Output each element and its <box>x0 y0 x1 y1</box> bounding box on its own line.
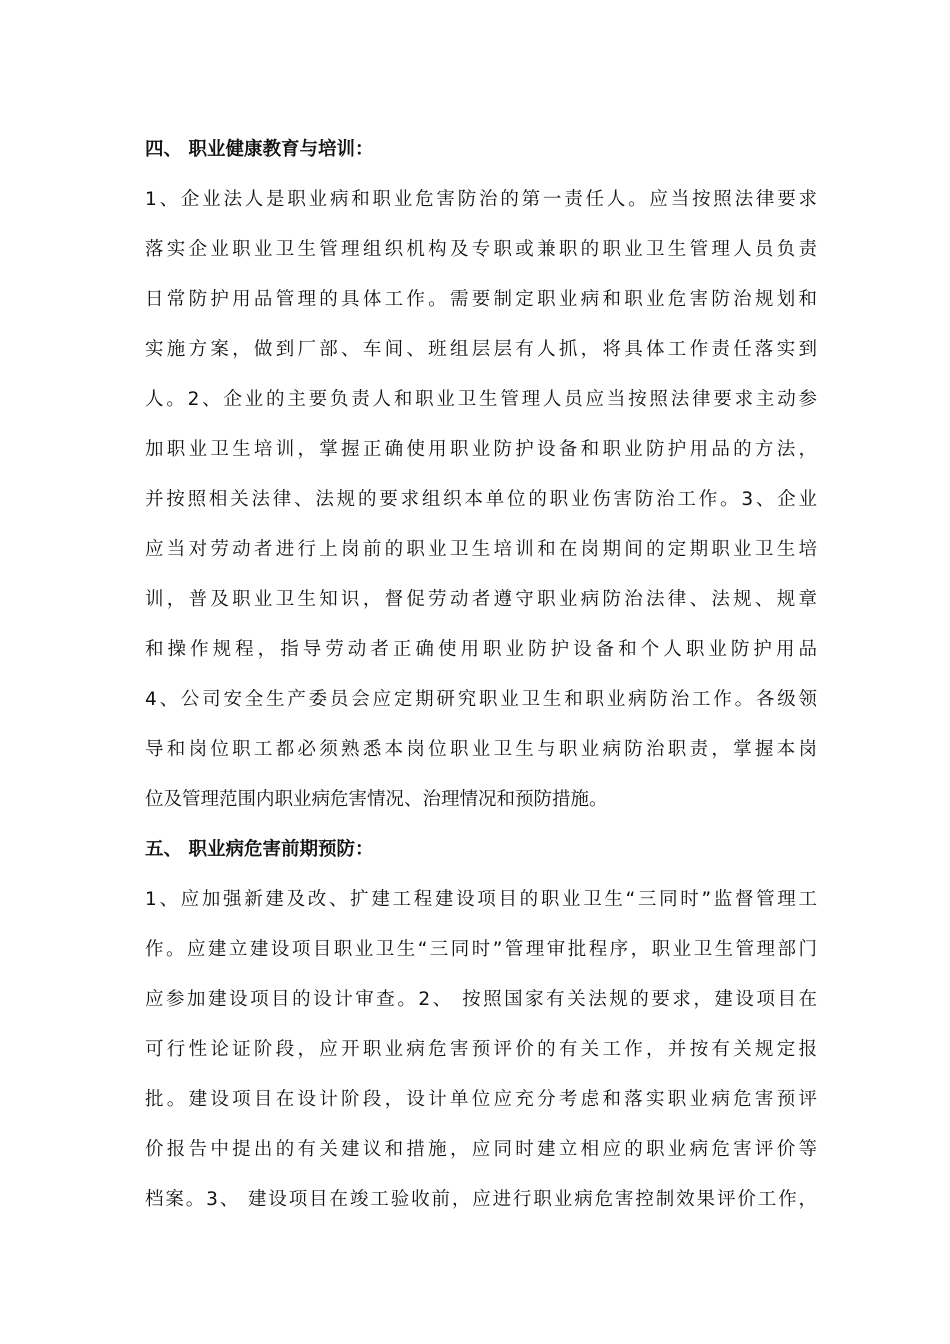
section-5-line-2: 作。应建立建设项目职业卫生“三同时”管理审批程序，职业卫生管理部门 <box>145 939 817 960</box>
section-5-line-4: 可行性论证阶段，应开职业病危害预评价的有关工作，并按有关规定报 <box>145 1039 817 1060</box>
section-5-line-7: 档案。3、 建设项目在竣工验收前，应进行职业病危害控制效果评价工作， <box>145 1189 817 1210</box>
section-4-line-6: 加职业卫生培训，掌握正确使用职业防护设备和职业防护用品的方法， <box>145 439 817 460</box>
section-4-line-8: 应当对劳动者进行上岗前的职业卫生培训和在岗期间的定期职业卫生培 <box>145 539 817 560</box>
section-5-line-3: 应参加建设项目的设计审查。2、 按照国家有关法规的要求，建设项目在 <box>145 989 817 1010</box>
section-4-line-7: 并按照相关法律、法规的要求组织本单位的职业伤害防治工作。3、企业 <box>145 489 817 510</box>
section-5-line-1: 1、应加强新建及改、扩建工程建设项目的职业卫生“三同时”监督管理工 <box>145 889 817 910</box>
section-4-line-11: 4、公司安全生产委员会应定期研究职业卫生和职业病防治工作。各级领 <box>145 689 817 710</box>
section-4-line-5: 人。2、企业的主要负责人和职业卫生管理人员应当按照法律要求主动参 <box>145 389 817 410</box>
section-4-line-1: 1、企业法人是职业病和职业危害防治的第一责任人。应当按照法律要求 <box>145 189 817 210</box>
section-5-line-5: 批。建设项目在设计阶段，设计单位应充分考虑和落实职业病危害预评 <box>145 1089 817 1110</box>
section-4-line-4: 实施方案，做到厂部、车间、班组层层有人抓，将具体工作责任落实到 <box>145 339 817 360</box>
section-5-line-6: 价报告中提出的有关建议和措施，应同时建立相应的职业病危害评价等 <box>145 1139 817 1160</box>
section-4-line-12: 导和岗位职工都必须熟悉本岗位职业卫生与职业病防治职责，掌握本岗 <box>145 739 817 760</box>
section-4-line-13: 位及管理范围内职业病危害情况、治理情况和预防措施。 <box>145 789 608 810</box>
section-4-line-2: 落实企业职业卫生管理组织机构及专职或兼职的职业卫生管理人员负责 <box>145 239 817 260</box>
section-5-heading: 五、 职业病危害前期预防： <box>145 839 374 860</box>
section-4-line-3: 日常防护用品管理的具体工作。需要制定职业病和职业危害防治规划和 <box>145 289 817 310</box>
section-4-line-9: 训，普及职业卫生知识，督促劳动者遵守职业病防治法律、法规、规章 <box>145 589 817 610</box>
section-4-heading: 四、 职业健康教育与培训： <box>145 139 374 160</box>
section-4-line-10: 和操作规程，指导劳动者正确使用职业防护设备和个人职业防护用品 <box>145 639 817 660</box>
document-body <box>145 125 817 1225</box>
